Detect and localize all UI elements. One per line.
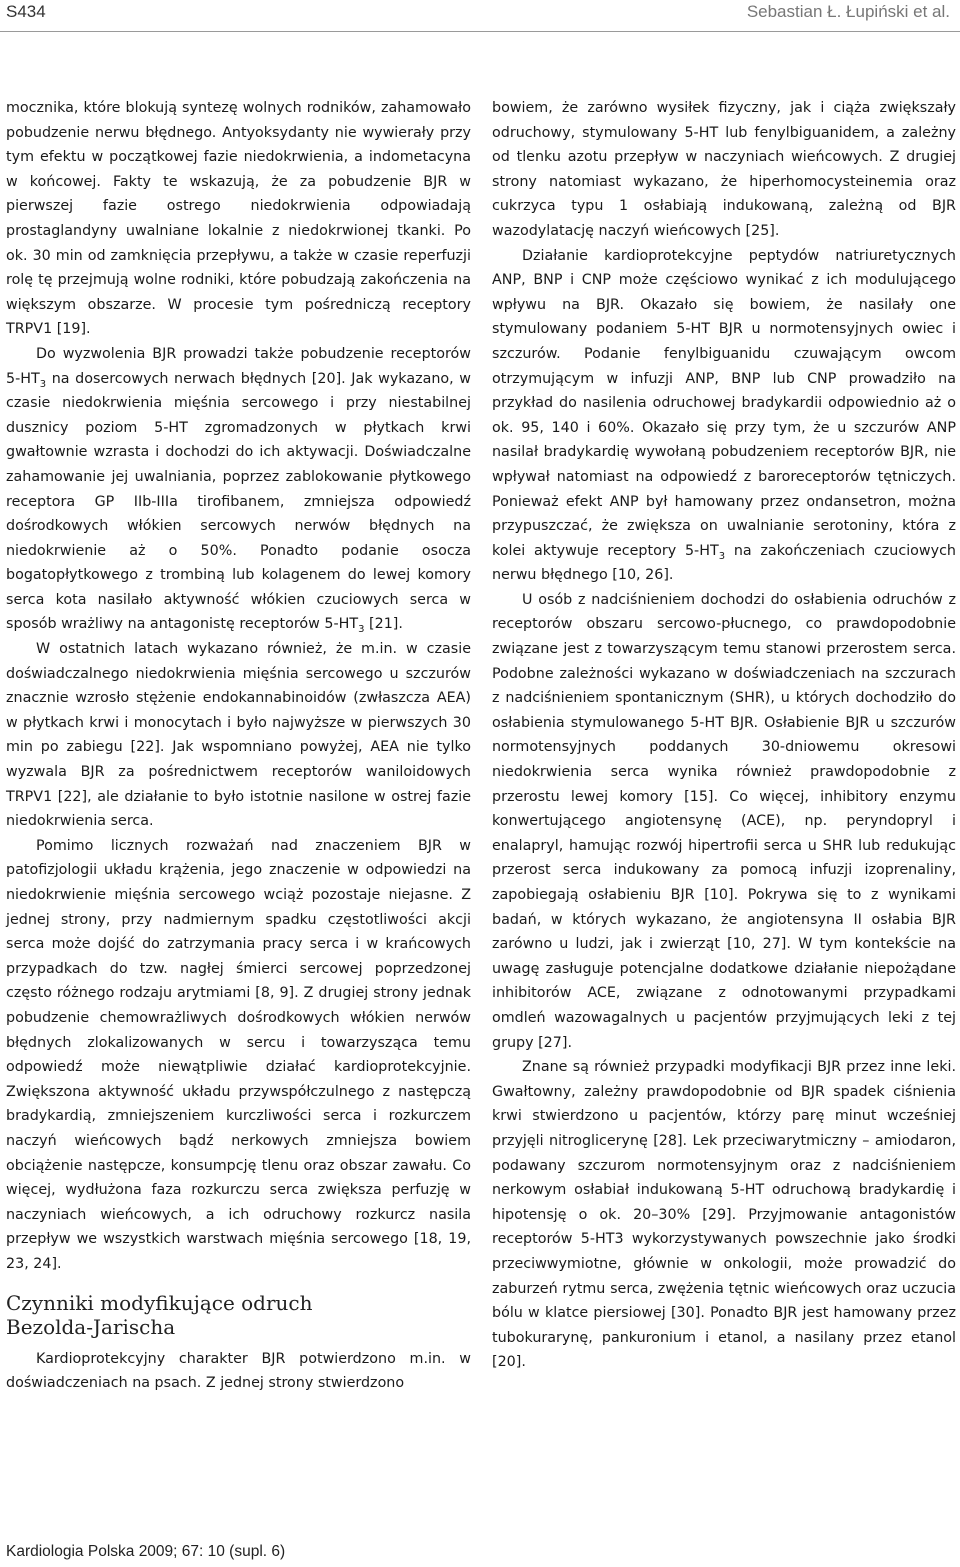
right-paragraph-2 (492, 244, 956, 588)
section-heading-line-2: Bezolda-Jarischa (6, 1314, 176, 1339)
text-run: [21]. (364, 616, 403, 633)
header-rule (0, 31, 960, 32)
subscript: 3 (718, 550, 726, 562)
page-number: S434 (6, 2, 46, 21)
left-paragraph-2 (6, 342, 471, 637)
left-paragraph-3: W ostatnich latach wykazano również, że m.in. w czasie doświadczalnego niedokrwienia mięśnia sercowego u szczurów znacznie wzrosło stężenie endokannabinoidów (zwłaszcza AEA) w płytkach krwi i monocytach i było najwyższe w pierwszych 30 min po zabiegu [22]. Jak wspomniano powyżej, AEA nie tylko wyzwala BJR za pośrednictwem receptorów waniloidowych TRPV1 [22], ale działanie to było istotnie nasilone w ostrej fazie niedokrwienia serca. (6, 641, 471, 830)
text-run: Działanie kardioprotekcyjne peptydów natriuretycznych ANP, BNP i CNP może częściowo wynikać z ich modulującego wpływu na BJR. Okazało się bowiem, że nasilały one stymulowany podaniem 5-HT BJR u normotensyjnych owiec i szczurów. Podanie fenylbiguanidu czuwającym owcom otrzymującym w infuzji ANP, BNP lub CNP prowadziło na przykład do nasilenia odruchowej bradykardii odpowiednio aż o ok. 95, 140 i 60%. Okazało się przy tym, że u szczurów ANP nasilał bradykardię wywołaną pobudzeniem receptorów BJR, nie wpływał natomiast na odpowiedź z baroreceptorów tętniczych. Ponieważ efekt ANP był hamowany przez ondansetron, można przypuszczać, że zwiększa on uwalnianie serotoniny, która z kolei aktywuje receptory 5-HT (492, 247, 956, 559)
right-paragraph-4: Znane są również przypadki modyfikacji BJR przez inne leki. Gwałtowny, zależny prawdopodobnie od BJR spadek ciśnienia krwi stwierdzono u pacjentów, którzy parę minut wcześniej przyjęli nitroglicerynę [28]. Lek przeciwarytmiczny – amiodaron, podawany szczurom normotensyjnym oraz z nadciśnieniem nerkowym osłabiał indukowaną 5-HT odruchową bradykardię i hipotensję o ok. 20–30% [29]. Przyjmowanie antagonistów receptorów 5-HT3 wykorzystywanych powszechnie jako środki przeciwwymiotne, głównie w onkologii, może prowadzić do zaburzeń rytmu serca, zwężenia tętnic wieńcowych oraz uczucia bólu w klatce piersiowej [30]. Ponadto BJR jest hamowany przez tubokurarynę, pankuronium i etanol, a nasilany przez etanol [20]. (492, 1059, 956, 1371)
left-column (6, 96, 471, 1396)
right-column (492, 96, 956, 1375)
subscript: 3 (358, 624, 365, 636)
page-header (0, 0, 960, 26)
right-paragraph-1: bowiem, że zarówno wysiłek fizyczny, jak i ciąża zwiększały odruchowy, stymulowany 5-HT lub fenylbiguanidem, a zależny od tlenku azotu przepływ w naczyniach wieńcowych. Z drugiej strony natomiast wykazano, że hiperhomocysteinemia oraz cukrzyca typu 1 osłabiają indukowaną, zależną od BJR wazodylatację naczyń wieńcowych [25]. (492, 100, 956, 239)
left-paragraph-5: Kardioprotekcyjny charakter BJR potwierdzono m.in. w doświadczeniach na psach. Z jednej strony stwierdzono (6, 1350, 471, 1392)
subscript: 3 (39, 378, 47, 390)
section-heading (6, 1291, 471, 1339)
section-heading-line-1: Czynniki modyfikujące odruch (6, 1290, 313, 1315)
left-paragraph-1: mocznika, które blokują syntezę wolnych rodników, zahamowało pobudzenie nerwu błędnego. Antyoksydanty nie wywierały przy tym efektu w początkowej fazie niedokrwienia, a indometacyna w końcowej. Fakty te wskazują, że za pobudzenie BJR w pierwszej fazie ostrego niedokrwienia odpowiadają prostaglandyny uwalniane lokalnie z niedokrwionej tkanki. Po ok. 30 min od zamknięcia przepływu, a także w czasie reperfuzji rolę tę przejmują wolne rodniki, które pobudzają zakończenia na większym obszarze. W procesie tym pośredniczą receptory TRPV1 [19]. (6, 100, 471, 338)
text-run: na dosercowych nerwach błędnych [20]. Jak wykazano, w czasie niedokrwienia mięśnia sercowego i przy niestabilnej dusznicy poziom 5-HT zgromadzonych w płytkach krwi gwałtownie wzrasta i dochodzi do ich aktywacji. Doświadczalne zahamowanie jej uwalniania, poprzez zablokowanie płytkowego receptora GP IIb-IIIa tirofibanem, zmniejsza odpowiedź dośrodkowych włókien sercowych nerwów błędnych na niedokrwienie aż o 50%. Ponadto podanie osocza bogatopłytkowego z trombiną lub kolagenem do lewej komory serca kota nasilało aktywność włókien czuciowych serca w sposób wrażliwy na antagonistę receptorów 5-HT (6, 370, 471, 633)
text-run: na zakończeniach czuciowych nerwu błędnego [10, 26]. (492, 542, 956, 584)
left-paragraph-4: Pomimo licznych rozważań nad znaczeniem BJR w patofizjologii układu krążenia, jego znaczenie w odpowiedzi na niedokrwienie mięśnia sercowego wciąż pozostaje niejasne. Z jednej strony, przy nadmiernym spadku częstotliwości akcji serca może dojść do zatrzymania pracy serca i w krańcowych przypadkach do tzw. nagłej śmierci sercowej poprzedzonej często różnego rodzaju arytmiami [8, 9]. Z drugiej strony jednak pobudzenie chemowrażliwych dośrodkowych włókien nerwów błędnych zlokalizowanych w sercu i towarzysząca temu odpowiedź może niewątpliwie działać kardioprotekcyjnie. Zwiększona aktywność układu przywspółczulnego z następczą bradykardią, zmniejszeniem kurczliwości serca i rozkurczem naczyń wieńcowych bądź nerkowych zmniejsza bowiem obciążenie następcze, konsumpcję tlenu oraz obszar zawału. Co więcej, wydłużona faza rozkurczu serca zwiększa perfuzję w naczyniach wieńcowych, a ich odruchowy rozkurcz nasila przepływ we wszystkich warstwach mięśnia sercowego [18, 19, 23, 24]. (6, 837, 471, 1272)
right-paragraph-3: U osób z nadciśnieniem dochodzi do osłabienia odruchów z receptorów obszaru sercowo-płucnego, co prawdopodobnie związane jest z towarzyszącym temu stanowi przerostem serca. Podobne zależności wykazano w doświadczeniach na szczurach z nadciśnieniem spontanicznym (SHR), u których dochodziło do osłabienia stymulowanego 5-HT BJR. Osłabienie BJR u szczurów normotensyjnych poddanych 30-dniowemu okresowi niedokrwienia serca wynika również prawdopodobnie z przerostu lewej komory [15]. Co więcej, inhibitory enzymu konwertującego angiotensynę (ACE), np. peryndopryl i enalapryl, hamując rozwój hipertrofii serca u SHR lub redukując przerost serca indukowany za pomocą infuzji izoprenaliny, zapobiegają osłabieniu BJR [10]. Pokrywa się to z wynikami badań, w których wykazano, że angiotensyna II osłabia BJR zarówno u ludzi, jak i zwierząt [10, 27]. W tym kontekście na uwagę zasługuje potencjalne dodatkowe działanie niepożądane inhibitorów ACE, związane z odnotowanymi przypadkami omdleń wazowagalnych u pacjentów przyjmujących leki z tej grupy [27]. (492, 591, 956, 1051)
journal-citation: Kardiologia Polska 2009; 67: 10 (supl. 6) (6, 1543, 286, 1560)
text-run: Do wyzwolenia BJR prowadzi także pobudzenie receptorów 5-HT (6, 345, 471, 387)
running-author: Sebastian Ł. Łupiński et al. (746, 2, 950, 21)
